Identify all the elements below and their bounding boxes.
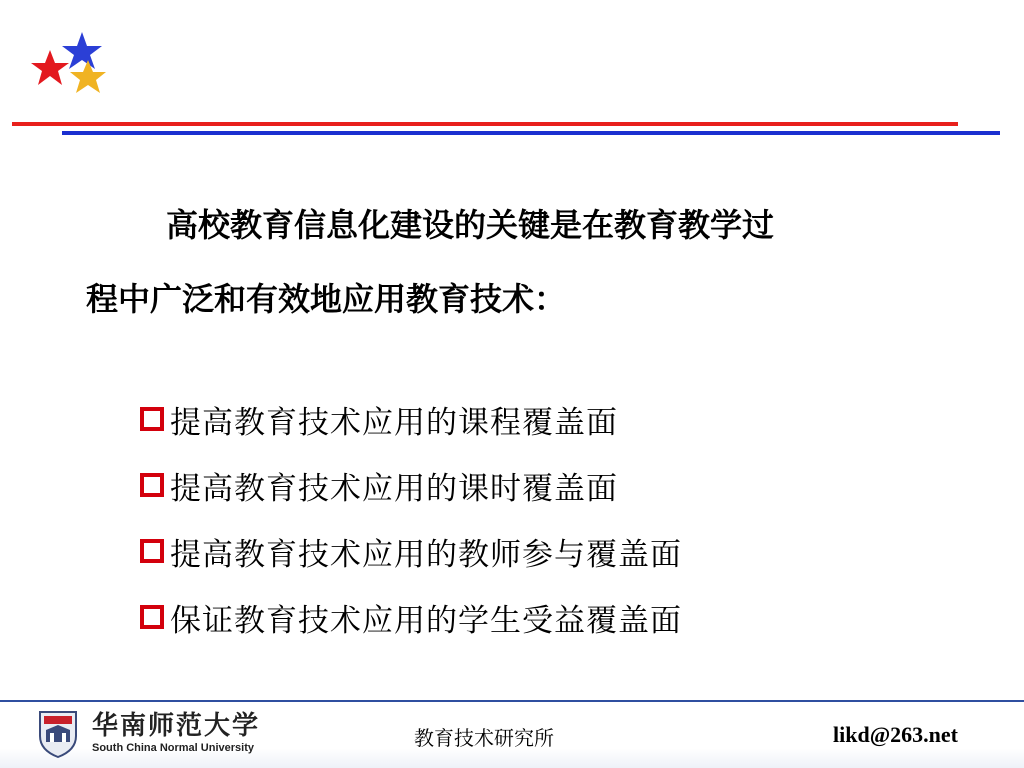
- bullet-item: [140, 518, 682, 584]
- bullet-item: [140, 386, 682, 452]
- hollow-square-bullet-icon: [140, 539, 164, 563]
- intro-line-2: 程中广泛和有效地应用教育技术：: [86, 280, 567, 318]
- bullet-list: [140, 386, 682, 650]
- hollow-square-bullet-icon: [140, 605, 164, 629]
- intro-line-1: 高校教育信息化建设的关键是在教育教学过: [166, 206, 775, 244]
- stars-logo-icon: [30, 30, 112, 100]
- header-rule-blue: [62, 131, 1000, 135]
- hollow-square-bullet-icon: [140, 473, 164, 497]
- bullet-text: 提高教育技术应用的课程覆盖面: [170, 404, 618, 441]
- university-emblem-icon: [36, 708, 80, 758]
- hollow-square-bullet-icon: [140, 407, 164, 431]
- department-label: 教育技术研究所: [414, 726, 554, 750]
- bullet-item: [140, 452, 682, 518]
- university-name-cn: 华南师范大学: [92, 711, 261, 741]
- bullet-text: 保证教育技术应用的学生受益覆盖面: [170, 602, 682, 639]
- bullet-text: 提高教育技术应用的教师参与覆盖面: [170, 536, 682, 573]
- bullet-text: 提高教育技术应用的课时覆盖面: [170, 470, 618, 507]
- contact-email: likd@263.net: [833, 722, 958, 747]
- intro-paragraph: [86, 188, 946, 336]
- bullet-item: [140, 584, 682, 650]
- university-logo: [36, 708, 260, 758]
- university-name-en: South China Normal University: [92, 742, 254, 754]
- footer-rule: [0, 700, 1024, 702]
- header-rule-red: [12, 122, 958, 126]
